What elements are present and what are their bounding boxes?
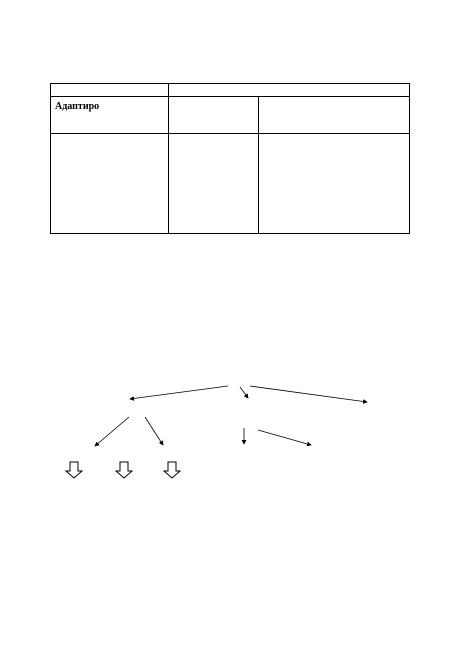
- cell-label: Адаптиро: [55, 101, 100, 112]
- down-hollow-arrow-icon: [66, 462, 82, 478]
- arrow-line: [145, 417, 163, 445]
- down-hollow-arrow-icon: [164, 462, 180, 478]
- down-hollow-arrow-icon: [116, 462, 132, 478]
- arrow-line: [130, 386, 228, 399]
- arrow-line: [258, 430, 311, 445]
- arrow-line: [250, 386, 367, 402]
- arrow-line: [95, 417, 129, 446]
- arrow-line: [240, 387, 248, 398]
